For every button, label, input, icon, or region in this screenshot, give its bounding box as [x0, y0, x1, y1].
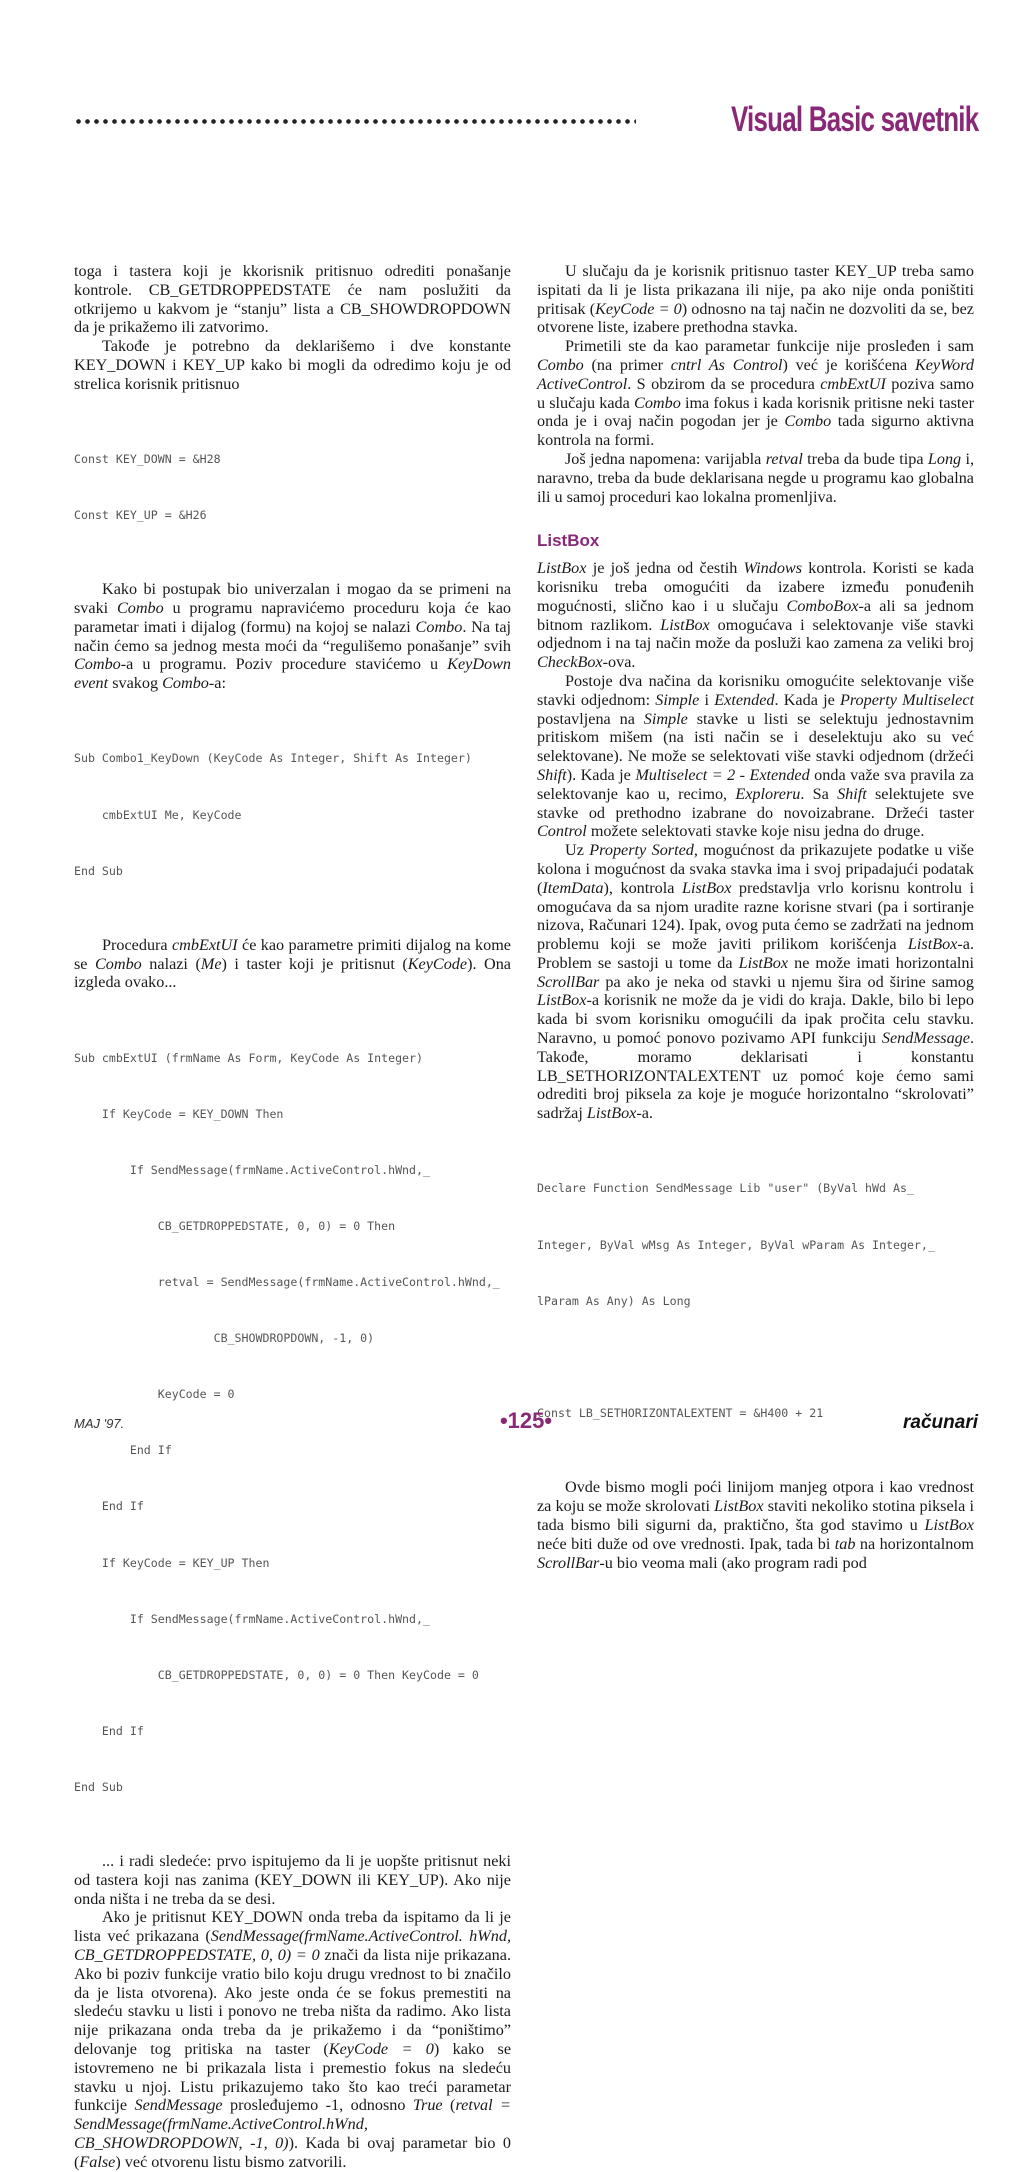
paragraph: Ovde bismo mogli poći linijom manjeg otpora i kao vrednost za koju se može skrolovati ListBox staviti nekoliko stotina piksela i tada bismo bili sigurni da, praktično, šta god stavimo u ListBox neće biti duže od ove vrednosti. Ipak, tada bi tab na horizontalnom ScrollBar-u bio veoma mali (ako program radi pod	[537, 1478, 974, 1572]
paragraph: Kako bi postupak bio univerzalan i mogao da se primeni na svaki Combo u programu napravićemo proceduru koja će kao parametar imati i dijalog (formu) na kojoj se nalazi Combo. Na taj način ćemo sa jednog mesta moći da “regulišemo ponašanje” svih Combo-a u programu. Poziv procedure stavićemo u KeyDown event svakog Combo-a:	[74, 580, 512, 693]
paragraph: Još jedna napomena: varijabla retval treba da bude tipa Long i, naravno, treba da bude deklarisana negde u programu kao globalna ili u samoj proceduri kao lokalna promenljiva.	[537, 449, 975, 506]
code-line: CB_GETDROPPEDSTATE, 0, 0) = 0 Then KeyCode = 0	[74, 1667, 479, 1682]
code-line: lParam As Any) As Long	[537, 1293, 691, 1308]
code-line: retval = SendMessage(frmName.ActiveControl.hWnd,_	[74, 1274, 500, 1289]
code-line: CB_SHOWDROPDOWN, -1, 0)	[74, 1331, 375, 1346]
code-line: If SendMessage(frmName.ActiveControl.hWnd,_	[74, 1611, 430, 1626]
paragraph: Takođe je potrebno da deklarišemo i dve konstante KEY_DOWN i KEY_UP kako bi mogli da odredimo koju je od strelica korisnik pritisnuo	[74, 337, 511, 393]
paragraph: ListBox je još jedna od čestih Windows kontrola. Koristi se kada korisniku treba omogućiti da izabere između ponuđenih mogućnosti, slično kao i u slučaju ComboBox-a ali sa jednom bitnom razlikom. ListBox omogućava i selektovanje više stavki odjednom i na taj način može da posluži kao zamena za veliki broj CheckBox-ova.	[537, 559, 975, 672]
code-line: CB_GETDROPPEDSTATE, 0, 0) = 0 Then	[74, 1218, 396, 1233]
header-title: Visual Basic savetnik	[730, 100, 978, 139]
paragraph: U slučaju da je korisnik pritisnuo taster KEY_UP treba samo ispitati da li je lista prikazana ili nije, pa ako nije onda poništiti pritisak (KeyCode = 0) odnosno na taj način ne dozvoliti da se, bez otvorene liste, izabere prethodna stavka.	[537, 262, 974, 337]
code-line: Sub Combo1_KeyDown (KeyCode As Integer, Shift As Integer)	[74, 751, 472, 766]
issue-date: MAJ '97.	[74, 1416, 125, 1431]
code-block	[74, 712, 511, 918]
code-block	[74, 413, 511, 563]
code-line: End Sub	[74, 863, 123, 878]
code-line: If SendMessage(frmName.ActiveControl.hWnd,_	[74, 1162, 430, 1177]
code-line: Const KEY_DOWN = &H28	[74, 451, 221, 466]
code-line: End Sub	[74, 1779, 123, 1794]
code-line: End If	[74, 1499, 144, 1514]
paragraph: Uz Property Sorted, mogućnost da prikazujete podatke u više kolona i mogućnost da svaka stavka ima i svoj pripadajući podatak (ItemData), kontrola ListBox predstavlja vrlo korisnu kontrolu i omogućava da sa njom uradite razne korisne stvari (pa i sortiranje nizova, Računari 124). Ipak, ovog puta ćemo se zadržati na jednom problemu koji se može javiti prilikom korišćenja ListBox-a. Problem se sastoji u tome da ListBox ne može imati horizontalni ScrollBar pa ako je neka od stavki u njemu šira od širine samog ListBox-a korisnik ne može da je vidi do kraja. Dakle, bilo bi lepo kada bi svom korisniku omogućili da ipak pročita celu stavku. Naravno, u pomoć ponovo pozivamo API funkciju SendMessage. Takođe, moramo deklarisati i konstantu LB_SETHORIZONTALEXTENT uz pomoć koje ćemo sami odrediti broj piksela za koje je moguće horizontalno “skrolovati” sadržaj ListBox-a.	[537, 841, 974, 1123]
left-column	[74, 262, 511, 2172]
paragraph: Primetili ste da kao parametar funkcije nije prosleđen i sam Combo (na primer cntrl As Control) već je korišćena KeyWord ActiveControl. S obzirom da se procedura cmbExtUI poziva samo u slučaju kada Combo ima fokus i kada korisnik pritisne neki taster onda je i ovaj način pogodan jer je Combo tada sigurno aktivna kontrola na formi.	[537, 337, 975, 450]
code-line: cmbExtUI Me, KeyCode	[74, 807, 242, 822]
running-header	[74, 98, 978, 142]
paragraph: Procedura cmbExtUI će kao parametre primiti dijalog na kome se Combo nalazi (Me) i taster koji je pritisnut (KeyCode). Ona izgleda ovako...	[74, 935, 511, 992]
code-block	[537, 1142, 974, 1348]
code-line: If KeyCode = KEY_DOWN Then	[74, 1106, 284, 1121]
section-heading: ListBox	[537, 531, 600, 551]
code-line: Const LB_SETHORIZONTALEXTENT = &H400 + 21	[537, 1406, 824, 1421]
paragraph: ... i radi sledeće: prvo ispitujemo da li je uopšte pritisnut neki od tastera koji nas zanima (KEY_DOWN ili KEY_UP). Ako nije onda ništa i ne treba da se desi.	[74, 1852, 511, 1908]
code-line: If KeyCode = KEY_UP Then	[74, 1555, 270, 1570]
page-number: •125•	[499, 1408, 553, 1433]
page-footer	[74, 1408, 978, 1444]
right-column	[537, 262, 974, 1572]
paragraph: Postoje dva načina da korisniku omogućite selektovanje više stavki odjednom: Simple i Extended. Kada je Property Multiselect postavljena na Simple stavke u listi se selektuju jednostavnim pritiskom mišem (na isti način se i deselektuju ako su već selektovane). Ne može se selektovati više stavki odjednom (držeći Shift). Kada je Multiselect = 2 - Extended onda važe sva pravila za selektovanje kao u, recimo, Exploreru. Sa Shift selektujete sve stavke od prethodno izabrane do novoizabrane. Držeći taster Control možete selektovati stavke koje nisu jedna do druge.	[537, 671, 975, 841]
code-line: Declare Function SendMessage Lib "user" (ByVal hWd As_	[537, 1181, 914, 1196]
code-line: End If	[74, 1443, 172, 1458]
code-line: KeyCode = 0	[74, 1387, 235, 1402]
code-line: Integer, ByVal wMsg As Integer, ByVal wParam As Integer,_	[537, 1237, 935, 1252]
paragraph: Ako je pritisnut KEY_DOWN onda treba da ispitamo da li je lista već prikazana (SendMessage(frmName.ActiveControl. hWnd, CB_GETDROPPEDSTATE, 0, 0) = 0 znači da lista nije prikazana. Ako bi poziv funkcije vratio bilo koju drugu vrednost to bi značilo da je lista otvorena). Ako jeste onda će se fokus premestiti na sledeću stavku u listi i ponovo ne treba ništa da radimo. Ako lista nije prikazana onda treba da je prikažemo i da “poništimo” delovanje tog pritiska na taster (KeyCode = 0) kako se istovremeno ne bi prikazala lista i premestio fokus na sledeću stavku u njoj. Listu prikazujemo tako što kao treći parametar funkcije SendMessage prosleđujemo -1, odnosno True (retval = SendMessage(frmName.ActiveControl.hWnd, CB_SHOWDROPDOWN, -1, 0)). Kada bi ovaj parametar bio 0 (False) već otvorenu listu bismo zatvorili.	[74, 1908, 512, 2171]
magazine-logo: računari	[903, 1412, 978, 1433]
code-line: Sub cmbExtUI (frmName As Form, KeyCode As Integer)	[74, 1050, 424, 1065]
code-line: Const KEY_UP = &H26	[74, 508, 207, 523]
paragraph: toga i tastera koji je kkorisnik pritisnuo odrediti ponašanje kontrole. CB_GETDROPPEDSTATE će nam poslužiti da otkrijemo u kakvom je “stanju” lista a CB_SHOWDROPDOWN da je prikažemo ili zatvorimo.	[74, 262, 511, 337]
code-line: End If	[74, 1723, 144, 1738]
dotted-leader	[74, 106, 636, 136]
